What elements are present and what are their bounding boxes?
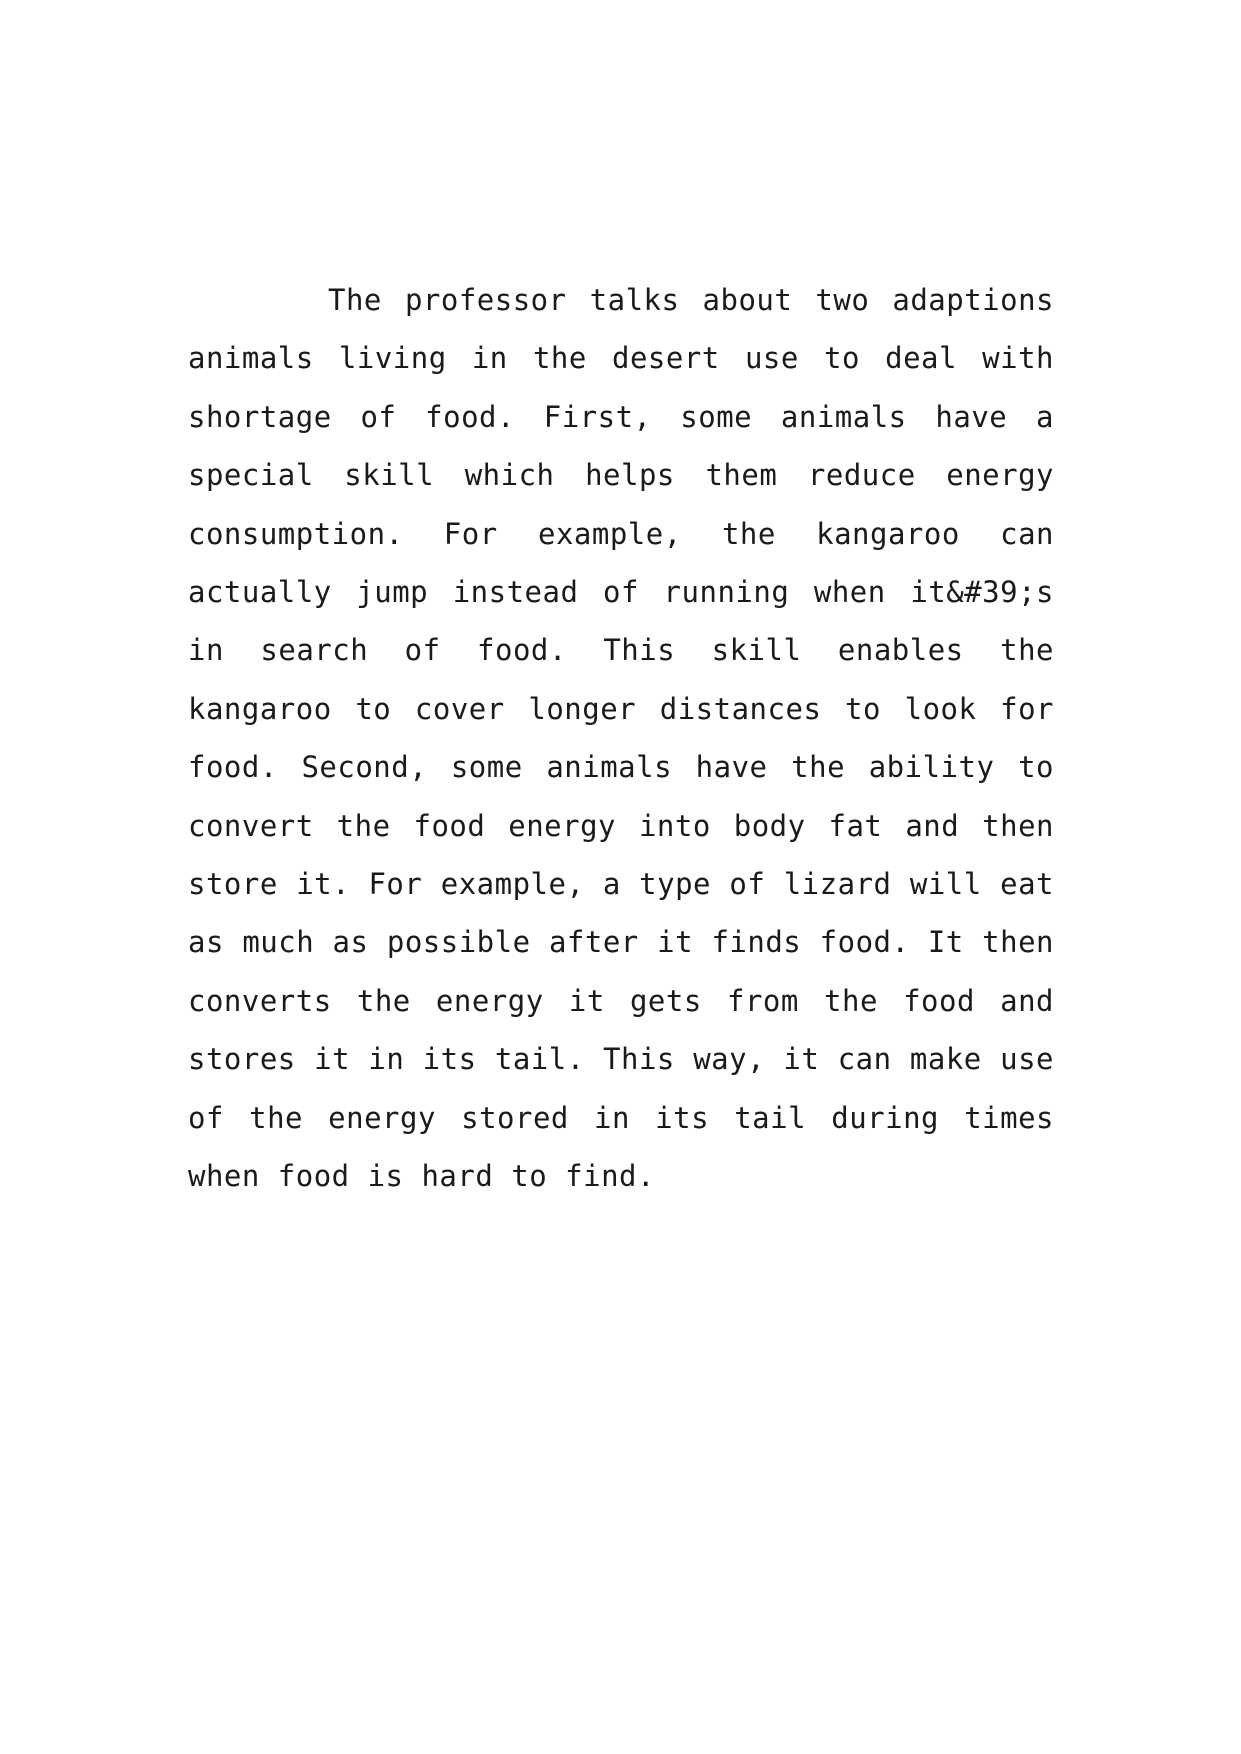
body-paragraph: The professor talks about two adaptions animals living in the desert use to deal with shortage of food. First, some animals have a special skill which helps them reduce energy consumption. For example, the kangaroo can actually jump instead of running when it&#39;s in search of food. This skill enables the kangaroo to cover longer distances to look for food. Second, some animals have the ability to convert the food energy into body fat and then store it. For example, a type of lizard will eat as much as possible after it finds food. It then converts the energy it gets from the food and stores it in its tail. This way, it can make use of the energy stored in its tail during times when food is hard to find.	[188, 283, 1054, 1194]
